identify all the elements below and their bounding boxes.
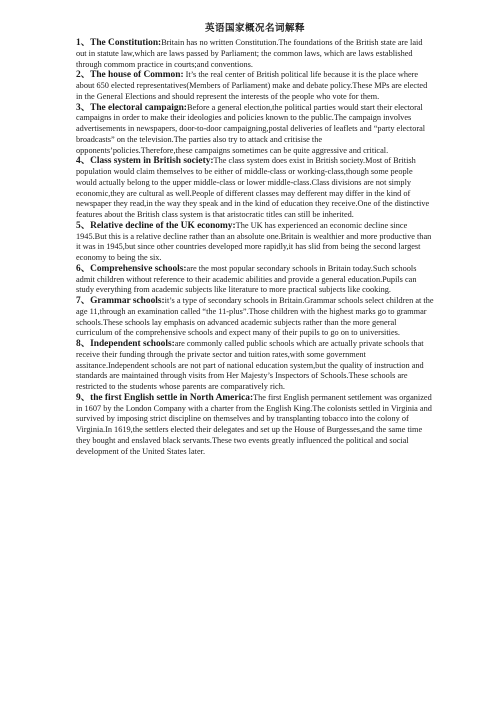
entry-term-label: Comprehensive schools: [90, 263, 187, 274]
glossary-entry [76, 221, 434, 264]
entry-number: 6、 [76, 263, 91, 274]
entry-number: 1、 [76, 38, 91, 48]
glossary-entry [76, 339, 434, 393]
entry-term-label: Grammar schools: [90, 296, 165, 306]
entry-term-label: Class system in British society: [90, 156, 214, 167]
entry-definition: are commonly called public schools which are actually private schools that receive their funding through the private sector and tuition rates,with some government assitance.Independent schools are not part of national education system,but the quality of instruction and standards are maintained through visits from Her Majesty’s Inspectors of Schools.These schools are restricted to the students whose parents are comparatively rich. [76, 339, 424, 391]
entry-term [76, 264, 187, 274]
entry-term [76, 393, 253, 403]
entry-term-label: The house of Common: [90, 70, 184, 81]
entry-number: 2、 [76, 70, 91, 81]
entry-term [76, 70, 184, 80]
document-title: 英语国家概况名词解释 [204, 23, 305, 34]
entry-number: 7、 [76, 296, 91, 306]
entry-term-label: Relative decline of the UK economy: [90, 220, 236, 231]
entry-term [76, 38, 161, 48]
entry-term [76, 221, 236, 231]
entry-number: 3、 [76, 102, 91, 113]
glossary-entry [76, 38, 434, 70]
entry-number: 4、 [76, 156, 91, 167]
entry-number: 8、 [76, 339, 91, 349]
glossary-entry [76, 393, 434, 458]
glossary-entry [76, 70, 434, 102]
entry-number: 9、 [76, 392, 91, 403]
entry-number: 5、 [76, 220, 91, 231]
entry-definition: The UK has experienced an economic decline since 1945.But this is a relative decline rather than an absolute one.Britain is wealthier and more productive than it was in 1945,but since other countries developed more rapidly,it has slid from being the second largest economy to being the six. [76, 220, 432, 262]
entry-definition: Before a general election,the political parties would start their electoral campaigns in order to make their ideologies and policies known to the public.The campaign involves advertisements in newspapers, door-to-door campaigning,postal deliveries of leaflets and “party electoral broadcasts” on the television.The parties also try to attack and critisise the opponents’policies.Therefore,these campaigns sometimes can be quite aggressive and critical. [76, 102, 426, 155]
entry-list [76, 38, 434, 457]
entry-definition: it’s a type of secondary schools in Britain.Grammar schools select children at the age 11,through an examination called “the 11-plus”.Those children with the highest marks go to grammar schools.These schools lay emphasis on advanced academic subjects rather than the more general curriculum of the comprehensive schools and expect many of their pupils to go on to universities. [76, 296, 434, 338]
entry-definition: are the most popular secondary schools in Britain today.Such schools admit children without reference to their academic abilities and provide a general education.Pupils can study everything from academic subjects like literature to more practical subjects like cooking. [76, 263, 417, 295]
glossary-entry [76, 296, 434, 339]
entry-term [76, 156, 214, 166]
glossary-entry [76, 156, 434, 221]
entry-term [76, 103, 187, 113]
entry-definition: The first English permanent settlement was organized in 1607 by the London Company with a charter from the English King.The colonists settled in Virginia and survived by imposing strict discipline on themselves and by transplanting tobacco into the colony of Virginia.In 1619,the settlers elected their delegates and set up the House of Burgesses,and the same time they bought and enslaved black servants.These two events greatly influenced the political and social development of the United States later. [76, 392, 432, 456]
entry-definition: The class system does exist in British society.Most of British population would claim themselves to be either of middle-class or working-class,though some people would actually belong to the upper middle-class or lower middle-class.Class divisions are not simply economic,they are cultural as well.People of different classes may defferent may differ in the kind of newspaper they read,in the way they speak and in the kind of education they receive.One of the distinctive features about the British class system is that aristocratic titles can still be inherited. [76, 156, 430, 219]
entry-term-label: the first English settle in North America: [90, 392, 254, 403]
glossary-entry [76, 103, 434, 157]
entry-term-label: Independent schools: [90, 339, 175, 349]
entry-term-label: The Constitution: [90, 38, 162, 48]
entry-term [76, 339, 175, 349]
entry-definition: Britain has no written Constitution.The foundations of the British state are laid out in statute law,which are laws passed by Parliament; the common laws, which are laws established through commom practice in courts;and conventions. [76, 38, 423, 69]
entry-term-label: The electoral campaign: [90, 102, 187, 113]
entry-definition: It’s the real center of British political life because it is the place where about 650 elected representatives(Members of Parliament) make and debate policy.These MPs are elected in the General Elections and should represent the interests of the people who vote for them. [76, 70, 428, 101]
glossary-entry [76, 264, 434, 296]
entry-term [76, 296, 165, 306]
